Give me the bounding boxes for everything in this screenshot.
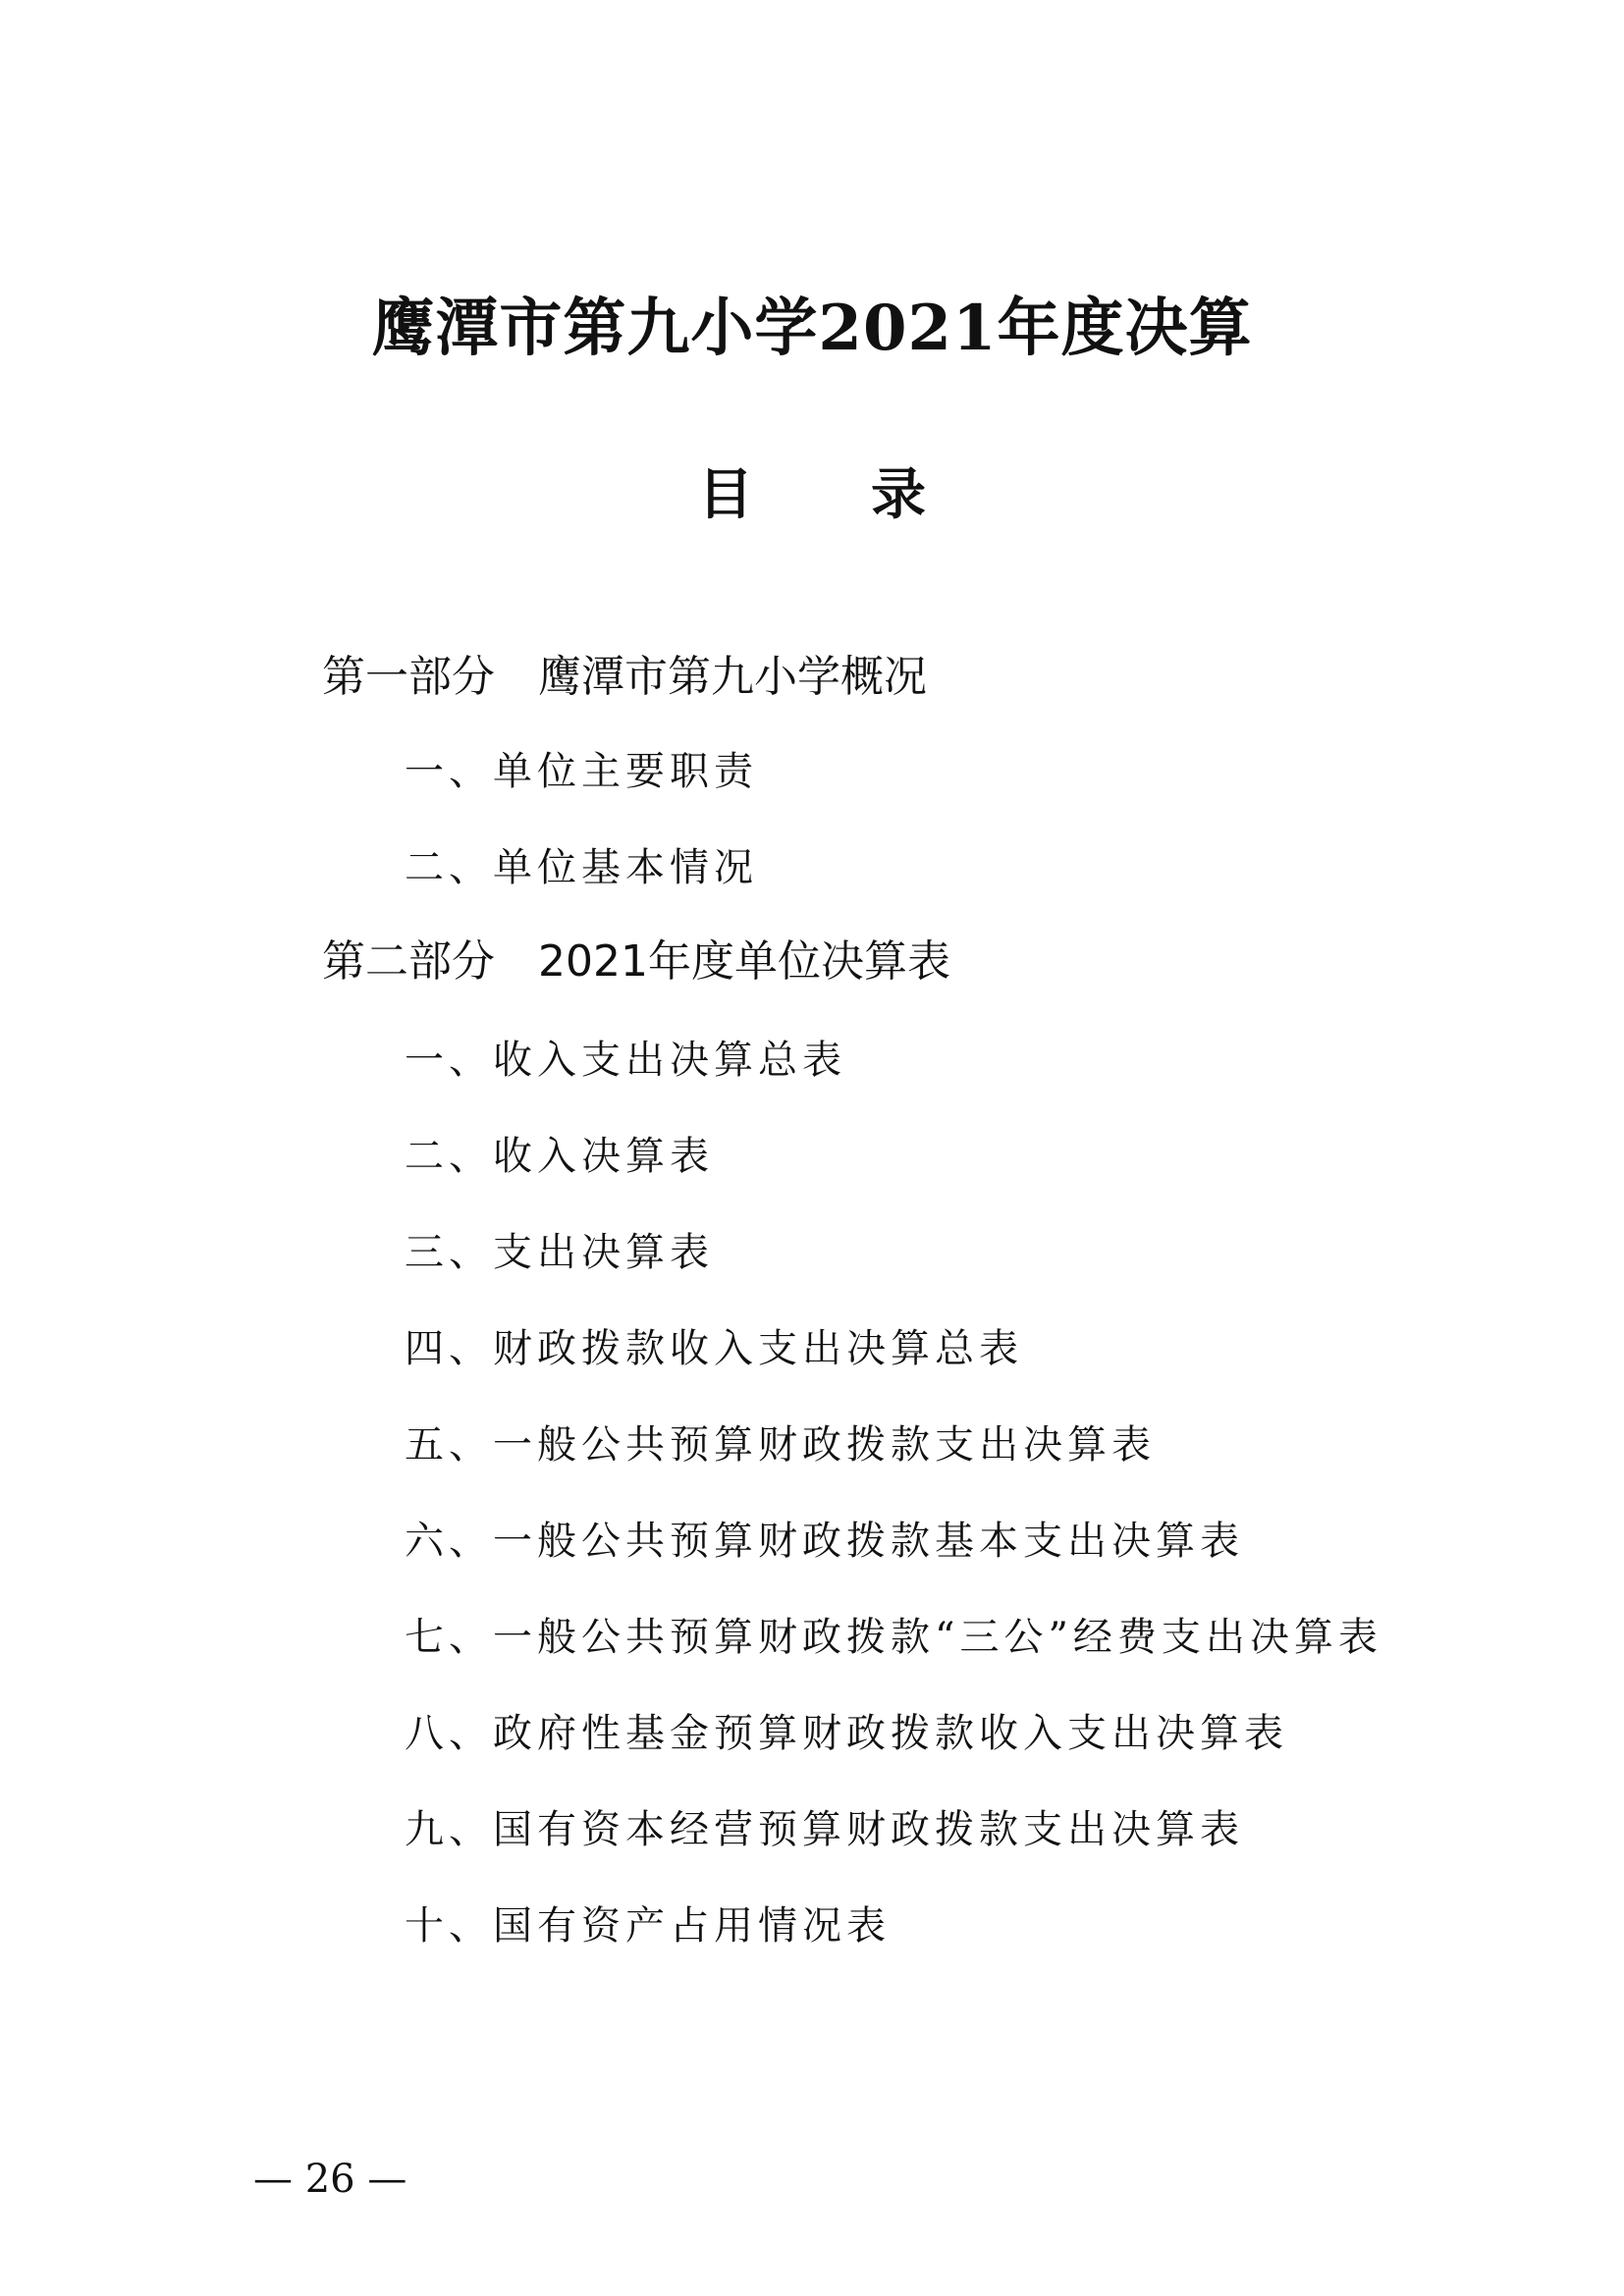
page-number: — 26 — [253, 2157, 407, 2202]
document-title: 鹰潭市第九小学2021年度决算 [371, 292, 1253, 365]
toc-item: 一、单位主要职责 [405, 749, 758, 794]
toc-item: 四、财政拨款收入支出决算总表 [405, 1326, 1023, 1371]
toc-item: 二、收入决算表 [405, 1134, 714, 1179]
toc-item: 十、国有资产占用情况表 [405, 1903, 891, 1949]
toc-part-1 [322, 648, 927, 707]
toc-item: 一、收入支出决算总表 [405, 1038, 846, 1083]
toc-part-2 [322, 933, 950, 991]
toc-heading-left: 目 [698, 463, 753, 527]
toc-part-title: 鹰潭市第九小学概况 [538, 652, 927, 702]
toc-item: 六、一般公共预算财政拨款基本支出决算表 [405, 1519, 1244, 1564]
toc-item: 五、一般公共预算财政拨款支出决算表 [405, 1422, 1156, 1468]
toc-item: 七、一般公共预算财政拨款“三公”经费支出决算表 [405, 1615, 1382, 1660]
toc-item: 八、政府性基金预算财政拨款收入支出决算表 [405, 1711, 1288, 1756]
toc-part-label: 第二部分 [322, 936, 495, 987]
toc-heading-right: 录 [871, 463, 926, 527]
toc-item: 三、支出决算表 [405, 1230, 714, 1275]
toc-item: 九、国有资本经营预算财政拨款支出决算表 [405, 1807, 1244, 1852]
toc-item: 二、单位基本情况 [405, 845, 758, 890]
toc-part-title: 2021年度单位决算表 [538, 936, 950, 987]
toc-part-label: 第一部分 [322, 652, 495, 702]
